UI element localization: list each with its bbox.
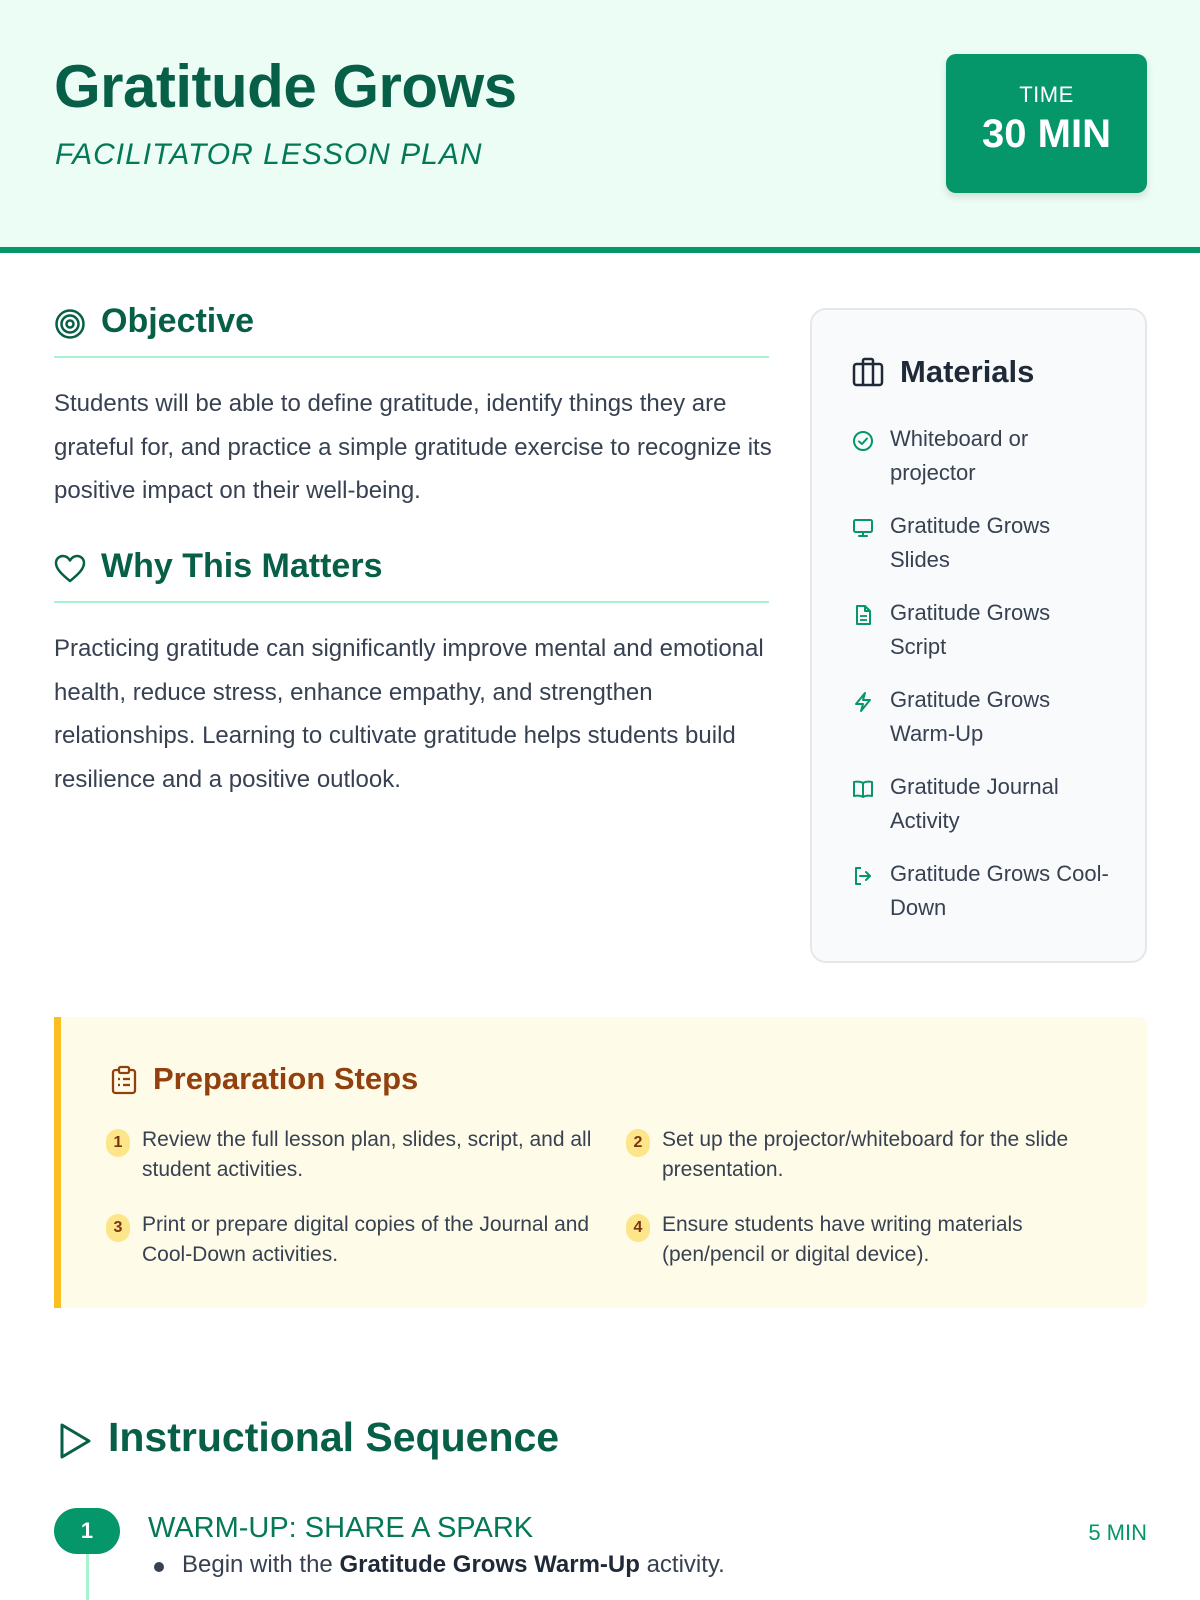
briefcase-icon: [852, 356, 884, 388]
sequence-step-bullet: [182, 1551, 725, 1579]
page-title: Gratitude Grows: [54, 53, 517, 120]
materials-item-label: Gratitude Grows Script: [890, 600, 1051, 659]
step-number: 4: [626, 1214, 650, 1242]
sequence-step-title: WARM-UP: SHARE A SPARK: [148, 1512, 534, 1544]
sequence-heading: Instructional Sequence: [108, 1414, 560, 1460]
heart-icon: [54, 553, 86, 585]
time-label: TIME: [1019, 82, 1074, 107]
step-number: 1: [106, 1129, 130, 1157]
step-text: Review the full lesson plan, slides, script, and all student activities.: [142, 1128, 592, 1181]
document-icon: [852, 604, 874, 626]
materials-item-label: Gratitude Grows Slides: [890, 513, 1051, 572]
step-text: Ensure students have writing materials (pen/pencil or digital device).: [662, 1213, 1023, 1266]
step-text: Set up the projector/whiteboard for the slide presentation.: [662, 1128, 1069, 1181]
check-circle-icon: [852, 430, 874, 452]
sequence-step-number: 1: [54, 1508, 120, 1554]
objective-heading: [54, 302, 769, 358]
book-open-icon: [852, 778, 874, 800]
time-value: 30 MIN: [982, 112, 1111, 156]
sequence-step-time: 5 MIN: [1088, 1520, 1147, 1545]
bullet-dot: [154, 1562, 164, 1572]
target-icon: [54, 308, 86, 340]
materials-card: [810, 308, 1147, 963]
preparation-card: [54, 1017, 1147, 1308]
materials-heading: Materials: [900, 354, 1035, 389]
clipboard-icon: [109, 1065, 139, 1095]
play-icon: [58, 1422, 92, 1460]
why-heading-label: Why This Matters: [101, 547, 383, 585]
time-badge: [946, 54, 1147, 193]
materials-item-label: Gratitude Grows Cool-Down: [890, 861, 1109, 920]
sequence-timeline-line: [86, 1554, 89, 1600]
bullet-text-post: activity.: [639, 1551, 725, 1578]
materials-item-label: Gratitude Grows Warm-Up: [890, 687, 1051, 746]
lightning-icon: [852, 691, 874, 713]
objective-text: Students will be able to define gratitude, identify things they are grateful for, and practice a simple gratitude exercise to recognize its positive impact on their well-being.: [54, 390, 772, 504]
page-header: [0, 0, 1200, 253]
step-text: Print or prepare digital copies of the Journal and Cool-Down activities.: [142, 1213, 590, 1266]
why-heading: [54, 547, 769, 603]
objective-heading-label: Objective: [101, 302, 255, 340]
preparation-heading: Preparation Steps: [153, 1061, 419, 1096]
materials-item-label: Whiteboard or projector: [890, 426, 1029, 485]
exit-icon: [852, 865, 874, 887]
bullet-text-bold: Gratitude Grows Warm-Up: [339, 1551, 640, 1578]
materials-item-label: Gratitude Journal Activity: [890, 774, 1059, 833]
step-number: 2: [626, 1129, 650, 1157]
monitor-icon: [852, 517, 874, 539]
page-subtitle: FACILITATOR LESSON PLAN: [55, 138, 483, 171]
why-text: Practicing gratitude can significantly improve mental and emotional health, reduce stress, enhance empathy, and strengthen relationships. Learning to cultivate gratitude helps students build resilience and a positive outlook.: [54, 635, 764, 793]
step-number: 3: [106, 1214, 130, 1242]
bullet-text-pre: Begin with the: [182, 1551, 340, 1578]
